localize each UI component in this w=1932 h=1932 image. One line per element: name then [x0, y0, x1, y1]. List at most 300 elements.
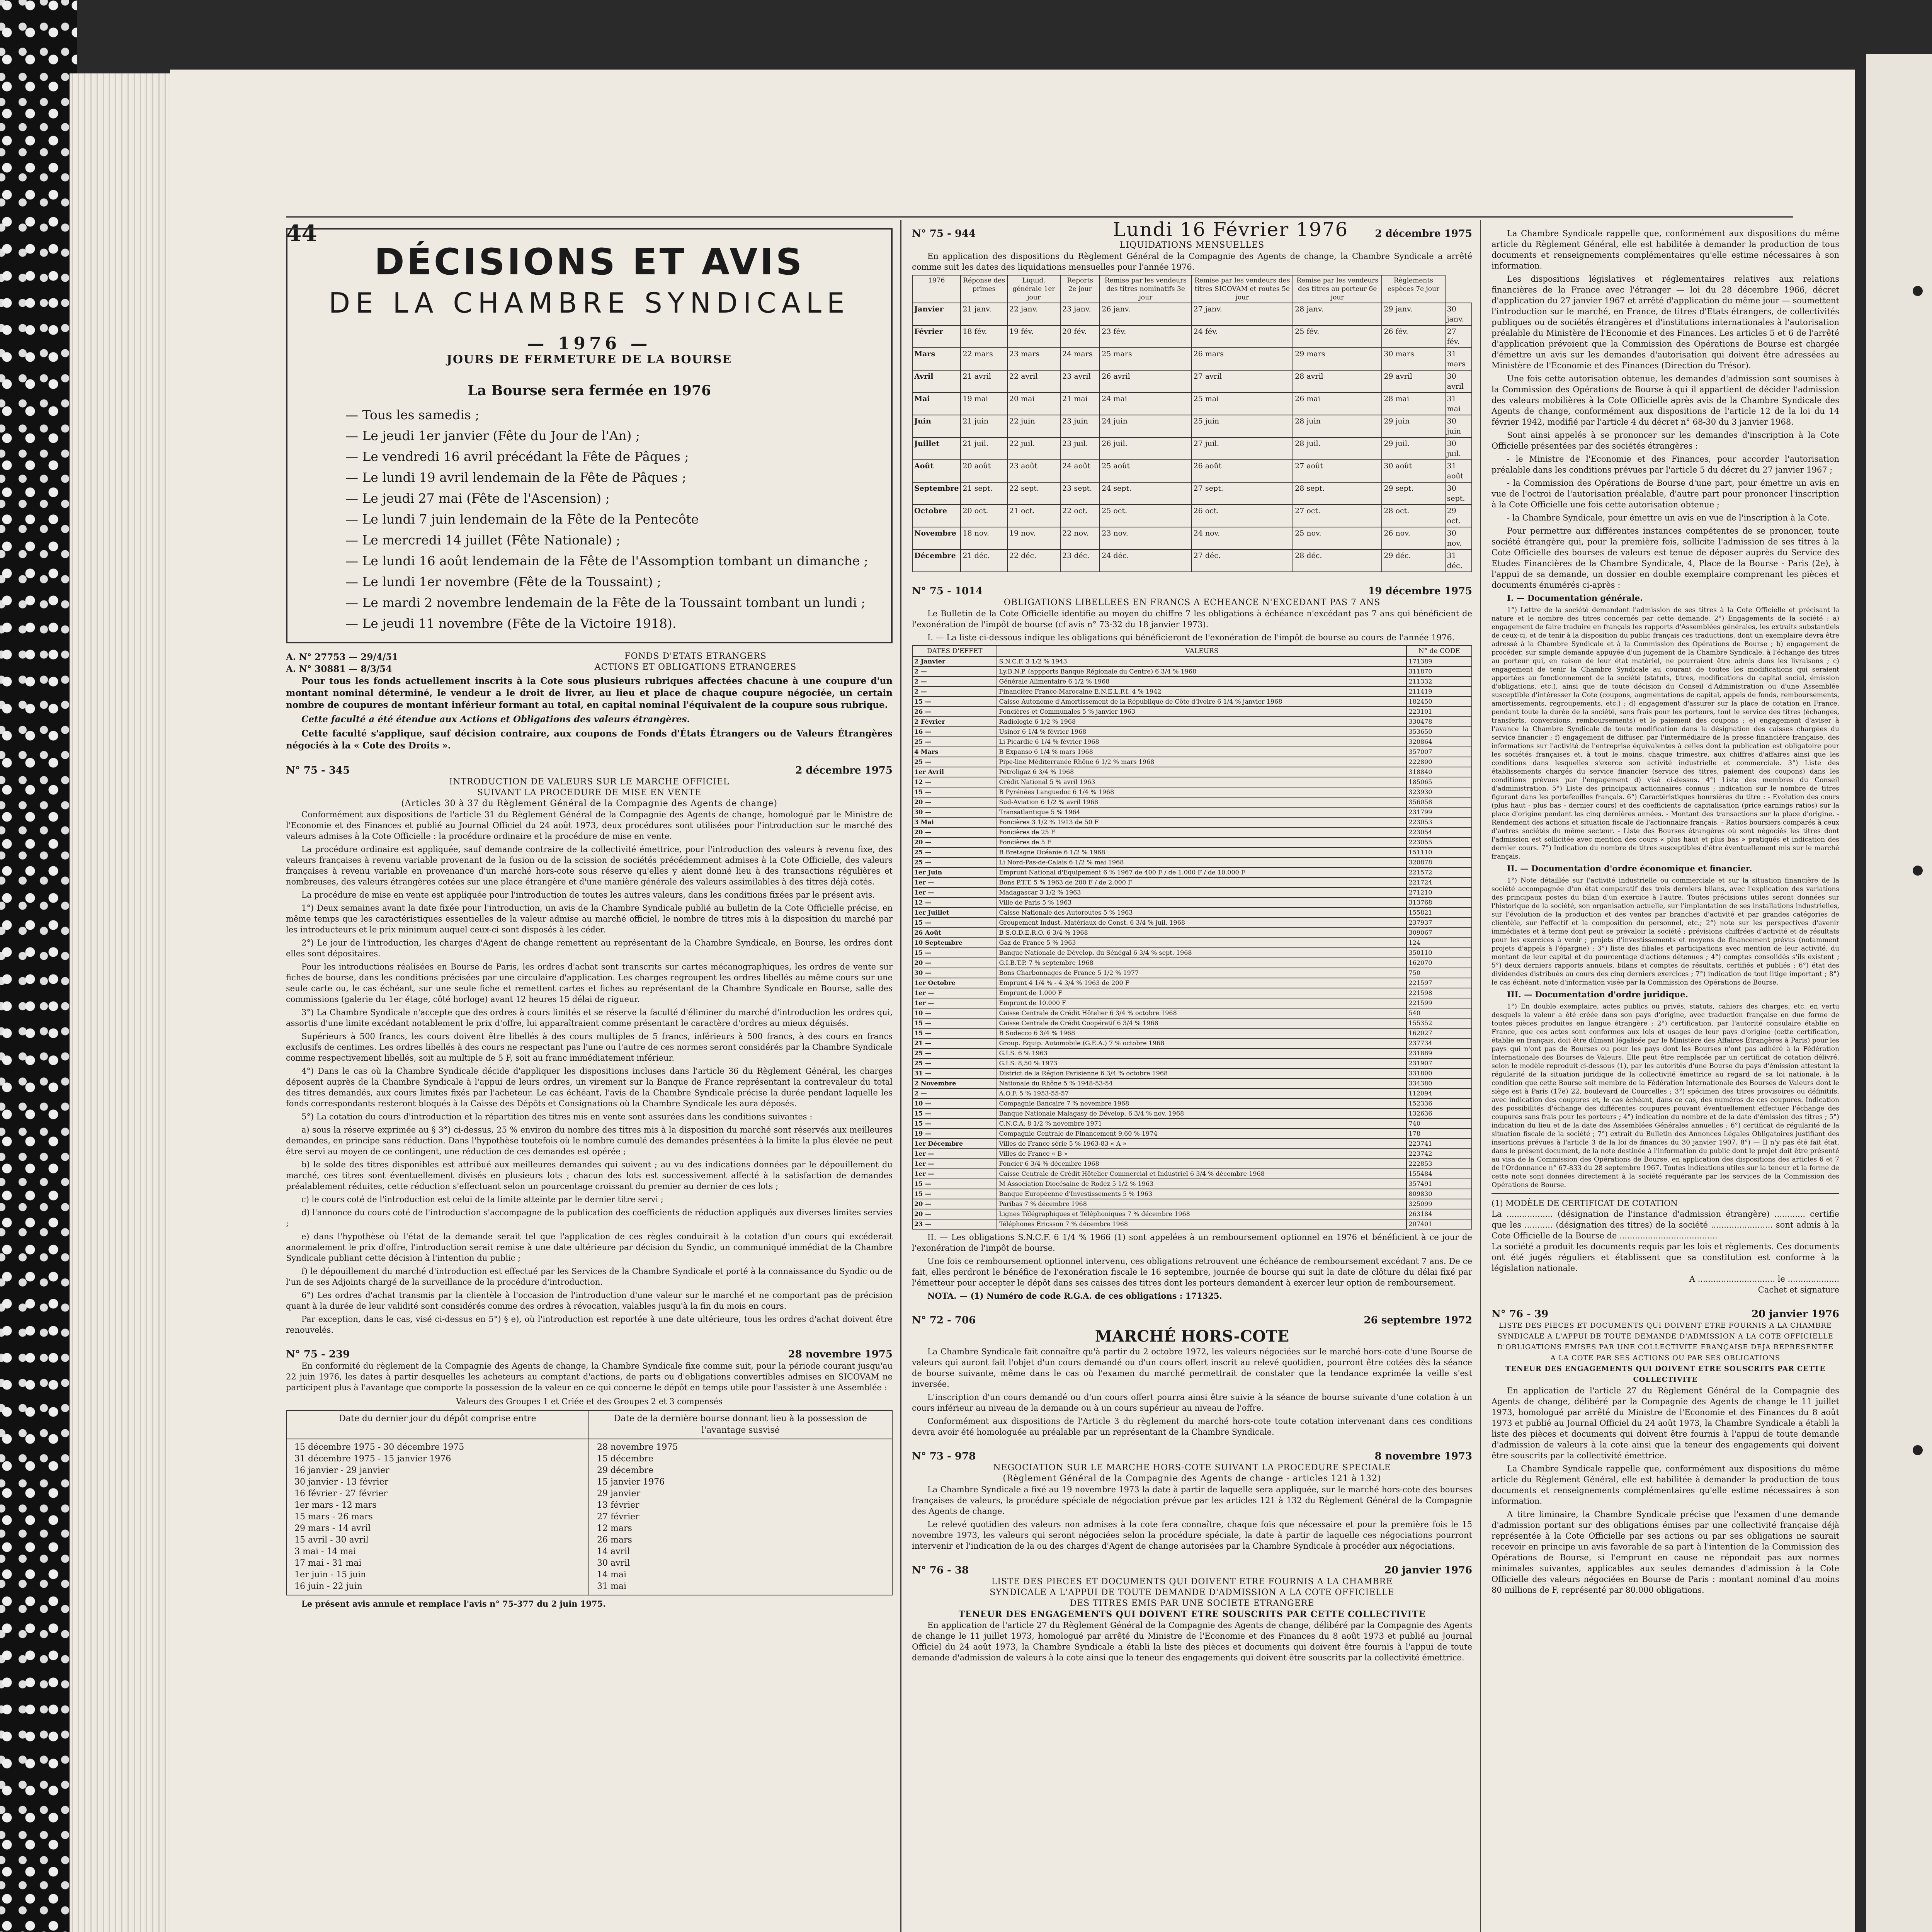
- notice-ref: N° 72 - 706: [912, 1315, 976, 1326]
- table-cell: 231889: [1406, 1048, 1472, 1058]
- table-cell: 12 —: [912, 777, 997, 787]
- table-cell: 15 —: [912, 918, 997, 928]
- obligation-row: [912, 847, 1472, 857]
- year-label: — 1976 —: [527, 334, 651, 354]
- table-cell: 30 août: [1382, 460, 1445, 482]
- paragraph: 2°) Le jour de l'introduction, les charges d'Agent de change remettent au représentant de la Chambre Syndicale, en Bourse, les ordres dont elles sont dépositaires.: [286, 938, 893, 958]
- table-cell: 31 août: [1445, 460, 1472, 482]
- notice-date: 2 décembre 1975: [795, 765, 893, 776]
- table-cell: 1er Avril: [912, 767, 997, 777]
- table-cell: 540: [1406, 1008, 1472, 1018]
- notice-header: [286, 765, 893, 777]
- table-cell: 22 juil.: [1007, 437, 1060, 460]
- table-cell: 2 Novembre: [912, 1078, 997, 1088]
- table-cell: 22 mars: [961, 348, 1007, 370]
- table-cell: 15 —: [912, 1179, 997, 1189]
- table-cell: Gaz de France 5 % 1963: [997, 938, 1406, 948]
- paragraph: La Chambre Syndicale rappelle que, conformément aux dispositions du même article du Règlement Général, elle est habilitée à demander la production de tous documents et renseignements complémentaires qu'elle estime nécessaires à son information.: [1492, 1464, 1839, 1506]
- table-cell: 29 mars: [1293, 348, 1382, 370]
- table-cell: 1er —: [912, 1169, 997, 1179]
- table-cell: Radiologie 6 1/2 % 1968: [997, 717, 1406, 727]
- table-cell: Foncier 6 3/4 % décembre 1968: [997, 1159, 1406, 1169]
- table-cell: 350110: [1406, 948, 1472, 958]
- paragraph: 1°) Note détaillée sur l'activité industrielle ou commerciale et sur la situation financière de la société accompagnée d'un état comparatif des trois derniers bilans, avec l'explication des variations des principaux postes du bilan d'un exercice à l'autre. Toutes précisions utiles seront données sur l'historique de la société, son organisation actuelle, sur l'implantation de ses installations industrielles, sur l'évolution de la production et des ventes par branches d'activité et par grandes catégories de clientèle, sur l'effectif et la composition du personnel, etc.; 2°) note sur les perspectives d'avenir immédiates et à terme dont peut se prévaloir la société ; prévisions chiffrées d'activité et de résultats pour les exercices à venir ; projets d'investissements et moyens de financement prévus (notamment projets d'appels à l'épargne) ; 3°) liste des filiales et participations avec mention de leur activité, du montant de leur capital et du pourcentage d'actions détenues ; 4°) comptes consolidés s'ils existent ; 5°) deux derniers rapports annuels, bilans et comptes de résultats, certifiés et publiés ; 6°) état des dividendes distribués au cours des cinq derniers exercices ; 7°) indication de tout litige important ; 8°) le cas échéant, note d'information visée par la Commission des Opérations de Bourse.: [1492, 877, 1839, 986]
- table-cell: 207401: [1406, 1219, 1472, 1229]
- table-cell: 31 mai: [597, 1582, 627, 1591]
- table-cell: Décembre: [912, 549, 961, 572]
- obligation-row: [912, 908, 1472, 918]
- table-cell: 221598: [1406, 988, 1472, 998]
- table-cell: 18 nov.: [961, 527, 1007, 549]
- table-cell: 15 décembre 1975 - 30 décembre 1975: [294, 1442, 464, 1452]
- table-cell: 750: [1406, 968, 1472, 978]
- notice-date: 2 décembre 1975: [1375, 228, 1472, 240]
- table-header-row: [912, 646, 1472, 656]
- table-cell: B Bretagne Océanie 6 1/2 % 1968: [997, 847, 1406, 857]
- table-cell: 1er Décembre: [912, 1139, 997, 1149]
- table-cell: 25 —: [912, 1058, 997, 1068]
- table-header-cell: N° de CODE: [1406, 646, 1472, 656]
- table-cell: 16 —: [912, 727, 997, 737]
- table-header-cell: Liquid. générale 1er jour: [1007, 275, 1060, 303]
- column-separator: [1480, 220, 1481, 1932]
- paragraph: 1°) En double exemplaire, actes publics ou privés, statuts, cahiers des charges, etc. en vertu desquels la valeur a été créée dans son pays d'origine, avec traduction française en due forme de toutes pièces produites en langue étrangère ; 2°) certification, par l'autorité consulaire établie en France, que ces actes sont conformes aux lois et usages de leur pays d'origine (cette certification, établie en français, doit être dûment légalisée par le Ministère des Affaires Etrangères à Paris) pour les pays qui n'ont pas de Bourses ou pour les pays dont les Bourses n'ont pas adhéré à la Fédération Internationale des Bourses de Valeurs. Elle peut être remplacée par un certificat de cotation délivré, selon le modèle reproduit ci-dessous (1), par les autorités d'une Bourse du pays d'émission attestant la régularité de la situation juridique de la collectivité émettrice au regard de sa loi nationale, à la condition que cette Bourse soit membre de la Fédération Internationale des Bourses de Valeurs dont le siège est à Paris (17e) 22, boulevard de Courcelles ; 3°) spécimen des titres provisoires ou définitifs, avec indication des coupures et, le cas échéant, dans ce cas, des numéros de ces coupures. Indication des possibilités d'échange des différentes coupures pouvant éventuellement effectuer l'échange des coupures sans frais pour les porteurs ; 4°) indication du nombre et de la date d'émission des titres ; 5°) indication du lieu et de la date des Assemblées Générales annuelles ; 6°) certificat de régularité de la situation fiscale de la société ; 7°) extrait du Bulletin des Annonces Légales Obligatoires justifiant des insertions prévues à l'article 3 de la loi de finances du 30 janvier 1907. 8°) — Il n'y pas été fait état, dans le présent document, de la note destinée à l'information du public dont le projet doit être présenté au visa de la Commission des Opérations de Bourse, en application des dispositions des articles 6 et 7 de l'Ordonnance n° 67-833 du 28 septembre 1967. Toutes indications utiles sur la teneur et la forme de cette note sont données directement à la société requérante par les services de la Commission des Opérations de Bourse.: [1492, 1003, 1839, 1189]
- table-cell: Octobre: [912, 505, 961, 527]
- table-cell: 17 mai - 31 mai: [294, 1558, 362, 1568]
- table-cell: Crédit National 5 % avril 1963: [997, 777, 1406, 787]
- notice-title: A LA COTE PAR SES ACTIONS OU PAR SES OBLIGATIONS: [1550, 1354, 1781, 1362]
- notice-title: SYNDICALE A L'APPUI DE TOUTE DEMANDE D'ADMISSION A LA COTE OFFICIELLE: [990, 1588, 1395, 1597]
- notice-title: D'OBLIGATIONS EMISES PAR UNE COLLECTIVITE FRANÇAISE DEJA REPRESENTEE: [1497, 1343, 1834, 1351]
- table-cell: 25 —: [912, 847, 997, 857]
- paragraph: Les dispositions législatives et réglementaires relatives aux relations financières de la France avec l'étranger — loi du 28 décembre 1966, décret d'application du 27 janvier 1967 et arrêté d'application du même jour — soumettent l'introduction sur le marché, en France, de titres d'Etats étrangers, de collectivités publiques ou de sociétés étrangères et d'institutions internationales à l'autorisation préalable du Ministère de l'Economie et des Finances. Les articles 5 et 6 de l'arrêté d'application prévoient que la Commission des Opérations de Bourse est chargée d'émettre un avis sur les demandes d'autorisation qui doivent être adressées au Ministère de l'Economie et des Finances (Direction du Trésor).: [1492, 274, 1839, 370]
- table-cell: 318840: [1406, 767, 1472, 777]
- obligation-row: [912, 817, 1472, 827]
- obligation-row: [912, 687, 1472, 697]
- table-cell: 30 —: [912, 807, 997, 817]
- table-body: [912, 303, 1472, 572]
- binding-hole: [1913, 286, 1923, 296]
- table-cell: 25 —: [912, 757, 997, 767]
- notice-header: [912, 228, 1472, 240]
- table-cell: 26 fév.: [1382, 325, 1445, 348]
- table-cell: 26 mars: [597, 1535, 632, 1545]
- table-header-cell: DATES D'EFFET: [912, 646, 997, 656]
- table-cell: 31 mars: [1445, 348, 1472, 370]
- table-cell: Septembre: [912, 482, 961, 505]
- table-cell: Caisse Centrale de Crédit Coopératif 6 3/4 % 1968: [997, 1018, 1406, 1028]
- table-cell: 1er Juin: [912, 867, 997, 878]
- table-cell: Générale Alimentaire 6 1/2 % 1968: [997, 677, 1406, 687]
- table-cell: 223741: [1406, 1139, 1472, 1149]
- table-cell: 23 août: [1007, 460, 1060, 482]
- table-cell: 15 janvier 1976: [597, 1477, 665, 1487]
- table-cell: Caisse Centrale de Crédit Hôtelier Commercial et Industriel 6 3/4 % décembre 1968: [997, 1169, 1406, 1179]
- notice-footer: Le présent avis annule et remplace l'avis n° 75-377 du 2 juin 1975.: [301, 1599, 606, 1609]
- table-cell: 26 janv.: [1100, 303, 1191, 325]
- table-cell: 223742: [1406, 1149, 1472, 1159]
- table-cell: 30 juin: [1445, 415, 1472, 437]
- notice-header: [912, 585, 1472, 597]
- binding-hole: [1913, 866, 1923, 876]
- table-cell: 1er —: [912, 878, 997, 888]
- liquidation-row: [912, 437, 1472, 460]
- table-cell: 21 oct.: [1007, 505, 1060, 527]
- obligation-row: [912, 1008, 1472, 1018]
- closing-day: — Le lundi 7 juin lendemain de la Fête de la Pentecôte: [345, 509, 876, 530]
- table-cell: 809830: [1406, 1189, 1472, 1199]
- table-cell: 19 mai: [961, 393, 1007, 415]
- table-cell: 31 —: [912, 1068, 997, 1078]
- table-cell: 24 juin: [1100, 415, 1191, 437]
- paragraph: Supérieurs à 500 francs, les cours doivent être libellés à des cours multiples de 5 francs, inférieurs à 500 francs, à des cours en francs exclusifs de centimes. Les ordres libellés à des cours ne respectant pas l'une ou l'autre de ces normes seront considérés par la Chambre Syndicale comme respectivement libellés, soit au multiple de 5 F, soit au franc immédiatement inférieur.: [286, 1032, 893, 1063]
- obligation-row: [912, 1028, 1472, 1038]
- obligation-row: [912, 1109, 1472, 1119]
- table-cell: 31 décembre 1975 - 15 janvier 1976: [294, 1454, 451, 1464]
- table-cell: 3 mai - 14 mai: [294, 1547, 356, 1556]
- table-cell: 13 février: [597, 1500, 639, 1510]
- table-cell: Transatlantique 5 % 1964: [997, 807, 1406, 817]
- table-cell: 221597: [1406, 978, 1472, 988]
- table-cell: 29 mars - 14 avril: [294, 1524, 371, 1533]
- table-cell: 2 —: [912, 687, 997, 697]
- table-column: [589, 1439, 892, 1595]
- table-cell: 221599: [1406, 998, 1472, 1008]
- table-cell: 24 août: [1060, 460, 1100, 482]
- table-cell: Mai: [912, 393, 961, 415]
- notice-title: TENEUR DES ENGAGEMENTS QUI DOIVENT ETRE SOUSCRITS PAR CETTE COLLECTIVITE: [1505, 1365, 1825, 1384]
- table-cell: 12 —: [912, 898, 997, 908]
- obligation-row: [912, 1139, 1472, 1149]
- table-cell: 30 mars: [1382, 348, 1445, 370]
- table-body: [912, 656, 1472, 1229]
- closing-days-list: [303, 405, 876, 634]
- paragraph: - le Ministre de l'Economie et des Finances, pour accorder l'autorisation préalable dans les conditions prévues par l'article 5 du décret du 27 janvier 1967 ;: [1492, 454, 1839, 474]
- table-cell: Compagnie Centrale de Financement 9,60 % 1974: [997, 1129, 1406, 1139]
- table-cell: 1er —: [912, 998, 997, 1008]
- table-cell: 1er —: [912, 988, 997, 998]
- table-cell: 22 oct.: [1060, 505, 1100, 527]
- table-cell: 31 déc.: [1445, 549, 1472, 572]
- notice-title: OBLIGATIONS LIBELLEES EN FRANCS A ECHEANCE N'EXCEDANT PAS 7 ANS: [1003, 598, 1381, 607]
- table-cell: 182450: [1406, 697, 1472, 707]
- table-cell: Groupement Indust. Matériaux de Const. 6 3/4 % juil. 1968: [997, 918, 1406, 928]
- notice-ref: N° 75 - 345: [286, 765, 350, 776]
- fonds-title: FONDS D'ETATS ETRANGERS: [624, 651, 767, 661]
- closing-day: — Le jeudi 11 novembre (Fête de la Victoire 1918).: [345, 613, 876, 634]
- paragraph: 4°) Dans le cas où la Chambre Syndicale décide d'appliquer les dispositions incluses dans l'article 36 du Règlement Général, les charges déposent auprès de la Chambre Syndicale à l'appui de leurs ordres, un virement sur la Banque de France représentant la contrevaleur du total des titres demandés, aux cours limites fixés par l'acheteur. Le cas échéant, l'avis de la Chambre Syndicale précise la durée pendant laquelle les fonds correspondants resteront bloqués à la Caisse des Dépôts et Consignations où la Chambre Syndicale les aura déposés.: [286, 1066, 893, 1108]
- table-cell: 152336: [1406, 1099, 1472, 1109]
- notice-title: TENEUR DES ENGAGEMENTS QUI DOIVENT ETRE SOUSCRITS PAR CETTE COLLECTIVITE: [958, 1609, 1426, 1619]
- closing-day: — Le vendredi 16 avril précédant la Fête de Pâques ;: [345, 446, 876, 467]
- table-cell: Banque Nationale de Dévelop. du Sénégal 6 3/4 % sept. 1968: [997, 948, 1406, 958]
- table-cell: M Association Diocésaine de Rodez 5 1/2 % 1963: [997, 1179, 1406, 1189]
- obligation-row: [912, 878, 1472, 888]
- divider: [1492, 1193, 1839, 1194]
- table-cell: 16 janvier - 29 janvier: [294, 1466, 389, 1475]
- obligation-row: [912, 1119, 1472, 1129]
- table-cell: 25 nov.: [1293, 527, 1382, 549]
- table-cell: 15 —: [912, 1109, 997, 1119]
- table-cell: 222853: [1406, 1159, 1472, 1169]
- column-2: [912, 228, 1472, 1665]
- table-cell: 21 juin: [961, 415, 1007, 437]
- table-cell: 30 janv.: [1445, 303, 1472, 325]
- paragraph: e) dans l'hypothèse où l'état de la demande serait tel que l'application de ces règles conduirait à la cotation d'un cours qui excéderait anormalement le prix d'offre, l'introduction serait remise à une date ultérieure par décision du Syndic, un communiqué immédiat de la Chambre Syndicale publiant cette décision à l'intention du public ;: [286, 1232, 893, 1263]
- table-cell: Madagascar 3 1/2 % 1963: [997, 888, 1406, 898]
- table-cell: 27 déc.: [1192, 549, 1293, 572]
- closing-day: — Le lundi 19 avril lendemain de la Fête de Pâques ;: [345, 467, 876, 488]
- table-cell: 21 janv.: [961, 303, 1007, 325]
- obligation-row: [912, 1038, 1472, 1048]
- table-cell: 15 —: [912, 787, 997, 797]
- table-cell: 22 nov.: [1060, 527, 1100, 549]
- table-cell: Emprunt de 1.000 F: [997, 988, 1406, 998]
- table-cell: Compagnie Bancaire 7 % novembre 1968: [997, 1099, 1406, 1109]
- notice-title: SYNDICALE A L'APPUI DE TOUTE DEMANDE D'ADMISSION A LA COTE OFFICIELLE: [1497, 1332, 1833, 1340]
- table-cell: 24 déc.: [1100, 549, 1191, 572]
- table-cell: 10 —: [912, 1008, 997, 1018]
- paragraph: Par exception, dans le cas, visé ci-dessus en 5°) § e), où l'introduction est reportée à une date ultérieure, tous les ordres d'achat doivent être renouvelés.: [286, 1315, 893, 1335]
- closing-day: — Le mardi 2 novembre lendemain de la Fête de la Toussaint tombant un lundi ;: [345, 592, 876, 613]
- chamber-decisions-box: [286, 228, 893, 643]
- page-edges: [70, 73, 178, 1932]
- notice-title: (Règlement Général de la Compagnie des Agents de change - articles 121 à 132): [1003, 1474, 1381, 1483]
- table-cell: Juin: [912, 415, 961, 437]
- table-cell: 20 —: [912, 958, 997, 968]
- table-cell: Villes de France série 5 % 1963-83 « A »: [997, 1139, 1406, 1149]
- table-cell: Bons Charbonnages de France 5 1/2 % 1977: [997, 968, 1406, 978]
- notice-ref: N° 75 - 1014: [912, 585, 983, 597]
- table-cell: 25 fév.: [1293, 325, 1382, 348]
- paragraph: 6°) Les ordres d'achat transmis par la clientèle à l'occasion de l'introduction d'une valeur sur le marché et ne comportant pas de précision quant à la durée de leur validité sont considérés comme des ordres à révocation, valables jusqu'à la fin du mois en cours.: [286, 1291, 893, 1311]
- table-cell: 330478: [1406, 717, 1472, 727]
- table-cell: 185065: [1406, 777, 1472, 787]
- table-cell: 231799: [1406, 807, 1472, 817]
- obligation-row: [912, 1169, 1472, 1179]
- table-cell: 25 —: [912, 857, 997, 867]
- table-cell: 28 juil.: [1293, 437, 1382, 460]
- paragraph: Sont ainsi appelés à se prononcer sur les demandes d'inscription à la Cote Officielle présentées par des sociétés étrangères :: [1492, 430, 1839, 451]
- obligation-row: [912, 807, 1472, 817]
- table-cell: 1er Juillet: [912, 908, 997, 918]
- table-cell: 21 déc.: [961, 549, 1007, 572]
- paragraph: II. — Les obligations S.N.C.F. 6 1/4 % 1966 (1) sont appelées à un remboursement optionnel en 1976 et bénéficient à ce jour de l'exonération de l'impôt de bourse.: [912, 1233, 1472, 1253]
- notice-header: [286, 1349, 893, 1361]
- liquidation-row: [912, 505, 1472, 527]
- assembly-dates-table: [286, 1410, 893, 1595]
- obligation-row: [912, 1149, 1472, 1159]
- liquidation-row: [912, 348, 1472, 370]
- model-line: A .............................. le ....................: [1689, 1274, 1839, 1284]
- table-cell: Téléphones Ericsson 7 % décembre 1968: [997, 1219, 1406, 1229]
- table-header-cell: Remise par les vendeurs des titres nominatifs 3e jour: [1100, 275, 1191, 303]
- table-cell: 162027: [1406, 1028, 1472, 1038]
- table-cell: 4 Mars: [912, 747, 997, 757]
- table-cell: 223053: [1406, 817, 1472, 827]
- table-cell: 211419: [1406, 687, 1472, 697]
- fonds-text: Pour tous les fonds actuellement inscrits à la Cote sous plusieurs rubriques affectées chacune à une coupure d'un montant nominal déterminé, le vendeur a le droit de livrer, au lieu et place de chaque coupure négociée, un certain nombre de coupures de montant inférieur formant au total, en capital nominal l'équivalent de la coupure sous rubrique.: [286, 676, 893, 710]
- table-cell: 21 mai: [1060, 393, 1100, 415]
- table-cell: 15 —: [912, 697, 997, 707]
- table-cell: 16 juin - 22 juin: [294, 1582, 362, 1591]
- table-cell: 14 avril: [597, 1547, 630, 1556]
- table-cell: 231907: [1406, 1058, 1472, 1068]
- table-cell: 20 oct.: [961, 505, 1007, 527]
- table-cell: 26 Août: [912, 928, 997, 938]
- table-cell: 27 février: [597, 1512, 639, 1522]
- table-cell: 22 janv.: [1007, 303, 1060, 325]
- table-cell: 320864: [1406, 737, 1472, 747]
- table-cell: 21 juil.: [961, 437, 1007, 460]
- fonds-note: Cette faculté s'applique, sauf décision contraire, aux coupons de Fonds d'États Étrangers ou de Valeurs Étrangères négociés à la « Cote des Droits ».: [286, 728, 893, 751]
- section-heading: III. — Documentation d'ordre juridique.: [1507, 990, 1688, 999]
- table-cell: C.N.C.A. 8 1/2 % novembre 1971: [997, 1119, 1406, 1129]
- notice-header: [1492, 1308, 1839, 1320]
- table-cell: 23 mars: [1007, 348, 1060, 370]
- obligation-row: [912, 1179, 1472, 1189]
- table-cell: 2 Janvier: [912, 656, 997, 667]
- table-cell: 30 avril: [597, 1558, 630, 1568]
- closing-day: — Le jeudi 1er janvier (Fête du Jour de l'An) ;: [345, 425, 876, 446]
- table-cell: 3 Mai: [912, 817, 997, 827]
- obligation-row: [912, 1088, 1472, 1099]
- table-cell: Li Nord-Pas-de-Calais 6 1/2 % mai 1968: [997, 857, 1406, 867]
- obligation-row: [912, 978, 1472, 988]
- page-number: 44: [286, 220, 317, 247]
- table-cell: 23 nov.: [1100, 527, 1191, 549]
- liquidation-row: [912, 482, 1472, 505]
- obligation-row: [912, 1159, 1472, 1169]
- closing-day: — Le jeudi 27 mai (Fête de l'Ascension) ;: [345, 488, 876, 509]
- table-cell: 325099: [1406, 1199, 1472, 1209]
- obligation-row: [912, 707, 1472, 717]
- table-cell: 15 avril - 30 avril: [294, 1535, 369, 1545]
- column-1: [286, 228, 893, 1612]
- obligation-row: [912, 777, 1472, 787]
- table-cell: 25 —: [912, 737, 997, 747]
- table-cell: Sud-Aviation 6 1/2 % avril 1968: [997, 797, 1406, 807]
- table-cell: Banque Nationale Malagasy de Dévelop. 6 3/4 % nov. 1968: [997, 1109, 1406, 1119]
- table-cell: 28 novembre 1975: [597, 1442, 678, 1452]
- liquidation-row: [912, 303, 1472, 325]
- table-cell: 132636: [1406, 1109, 1472, 1119]
- notice-header: [912, 1315, 1472, 1327]
- table-cell: Emprunt de 10.000 F: [997, 998, 1406, 1008]
- table-cell: 25 août: [1100, 460, 1191, 482]
- table-cell: 27 août: [1293, 460, 1382, 482]
- obligation-row: [912, 797, 1472, 807]
- model-line: La société a produit les documents requis par les lois et règlements. Ces documents ont été jugés réguliers et établissent que sa constitution est conforme à la législation nationale.: [1492, 1242, 1839, 1273]
- facing-page-edge: [1866, 54, 1932, 1932]
- table-cell: Janvier: [912, 303, 961, 325]
- obligation-row: [912, 747, 1472, 757]
- table-cell: 25 juin: [1192, 415, 1293, 437]
- model-line: Cachet et signature: [1758, 1285, 1839, 1294]
- section-heading: I. — Documentation générale.: [1507, 593, 1643, 603]
- table-header-cell: Remise par les vendeurs des titres au porteur 6e jour: [1293, 275, 1382, 303]
- table-cell: B Pyrénées Languedoc 6 1/4 % 1968: [997, 787, 1406, 797]
- table-cell: 26 mai: [1293, 393, 1382, 415]
- table-cell: 23 sept.: [1060, 482, 1100, 505]
- notice-title: DES TITRES EMIS PAR UNE SOCIETE ETRANGERE: [1070, 1599, 1315, 1608]
- binding-hole: [1913, 1445, 1923, 1455]
- paragraph: En application de l'article 27 du Règlement Général de la Compagnie des Agents de change, délibéré par la Compagnie des Agents de change le 11 juillet 1973, homologué par arrêté du Ministre de l'Economie et des Finances du 8 août 1973 et publié au Journal Officiel du 24 août 1973, la Chambre Syndicale a établi la liste des pièces et documents qui doivent être fournis à l'appui de toute demande d'admission de valeurs à la cote ainsi que la teneur des engagements qui doivent être souscrits par la collectivité émettrice.: [1492, 1386, 1839, 1460]
- table-cell: Bons P.T.T. 5 % 1963 de 200 F / de 2.000 F: [997, 878, 1406, 888]
- table-cell: Financière Franco-Marocaine E.N.E.L.F.I. 4 % 1942: [997, 687, 1406, 697]
- table-cell: 22 avril: [1007, 370, 1060, 393]
- table-cell: 223054: [1406, 827, 1472, 837]
- table-cell: 15 —: [912, 1119, 997, 1129]
- obligation-row: [912, 656, 1472, 667]
- table-cell: 20 —: [912, 1209, 997, 1219]
- table-cell: 15 décembre: [597, 1454, 653, 1464]
- table-cell: 26 —: [912, 707, 997, 717]
- table-cell: B Sodecco 6 3/4 % 1968: [997, 1028, 1406, 1038]
- table-cell: 26 août: [1192, 460, 1293, 482]
- notice-date: 8 novembre 1973: [1374, 1451, 1472, 1462]
- table-cell: Group. Equip. Automobile (G.E.A.) 7 % octobre 1968: [997, 1038, 1406, 1048]
- paragraph: f) le dépouillement du marché d'introduction est effectué par les Services de la Chambre Syndicale et porté à la connaissance du Syndic ou de l'un de ses Adjoints chargé de la surveillance de la procédure d'introduction.: [286, 1267, 893, 1287]
- column-3: [1492, 228, 1839, 1598]
- notice-title: LIQUIDATIONS MENSUELLES: [1119, 240, 1265, 250]
- table-cell: 20 —: [912, 797, 997, 807]
- paragraph: 3°) La Chambre Syndicale n'accepte que des ordres à cours limités et se réserve la faculté d'éliminer du marché d'introduction les ordres qui, assortis d'une limite excédant notablement le prix d'offre, lui apparaîtraient comme présentant le caractère d'ordres au mieux déguisés.: [286, 1008, 893, 1028]
- table-column: [287, 1439, 589, 1595]
- table-cell: 19 —: [912, 1129, 997, 1139]
- table-cell: 27 fév.: [1445, 325, 1472, 348]
- paragraph: d) l'annonce du cours coté de l'introduction s'accompagne de la publication des coefficients de réduction appliqués aux diverses limites servies ;: [286, 1208, 893, 1228]
- table-cell: 30 —: [912, 968, 997, 978]
- table-cell: Caisse Centrale de Crédit Hôtelier 6 3/4 % octobre 1968: [997, 1008, 1406, 1018]
- table-cell: 271210: [1406, 888, 1472, 898]
- table-cell: 331800: [1406, 1068, 1472, 1078]
- table-cell: 151110: [1406, 847, 1472, 857]
- header-rule: [286, 216, 1793, 218]
- table-cell: 24 sept.: [1100, 482, 1191, 505]
- table-cell: Emprunt National d'Equipement 6 % 1967 de 400 F / de 1.000 F / de 10.000 F: [997, 867, 1406, 878]
- table-cell: 24 nov.: [1192, 527, 1293, 549]
- table-cell: Pétroligaz 6 3/4 % 1968: [997, 767, 1406, 777]
- fonds-ref: A. N° 27753 — 29/4/51: [286, 652, 398, 662]
- table-cell: 26 oct.: [1192, 505, 1293, 527]
- table-cell: 30 juil.: [1445, 437, 1472, 460]
- table-cell: 21 sept.: [961, 482, 1007, 505]
- table-cell: 309067: [1406, 928, 1472, 938]
- table-cell: 28 déc.: [1293, 549, 1382, 572]
- table-cell: 24 fév.: [1192, 325, 1293, 348]
- obligation-row: [912, 727, 1472, 737]
- table-cell: Août: [912, 460, 961, 482]
- table-cell: 20 fév.: [1060, 325, 1100, 348]
- table-cell: 357007: [1406, 747, 1472, 757]
- obligation-row: [912, 918, 1472, 928]
- table-cell: Caisse Nationale des Autoroutes 5 % 1963: [997, 908, 1406, 918]
- table-cell: Caisse Autonome d'Amortissement de la République de Côte d'Ivoire 6 1/4 % janvier 1968: [997, 697, 1406, 707]
- table-cell: 356058: [1406, 797, 1472, 807]
- table-cell: 30 nov.: [1445, 527, 1472, 549]
- closing-day: — Le mercredi 14 juillet (Fête Nationale) ;: [345, 530, 876, 551]
- table-cell: 20 août: [961, 460, 1007, 482]
- table-cell: 162070: [1406, 958, 1472, 968]
- table-cell: Avril: [912, 370, 961, 393]
- table-cell: 26 avril: [1100, 370, 1191, 393]
- table-cell: 334380: [1406, 1078, 1472, 1088]
- table-cell: 10 —: [912, 1099, 997, 1109]
- closing-days-title: JOURS DE FERMETURE DE LA BOURSE: [446, 353, 732, 366]
- table-cell: 29 juin: [1382, 415, 1445, 437]
- book-spine: [0, 0, 77, 1932]
